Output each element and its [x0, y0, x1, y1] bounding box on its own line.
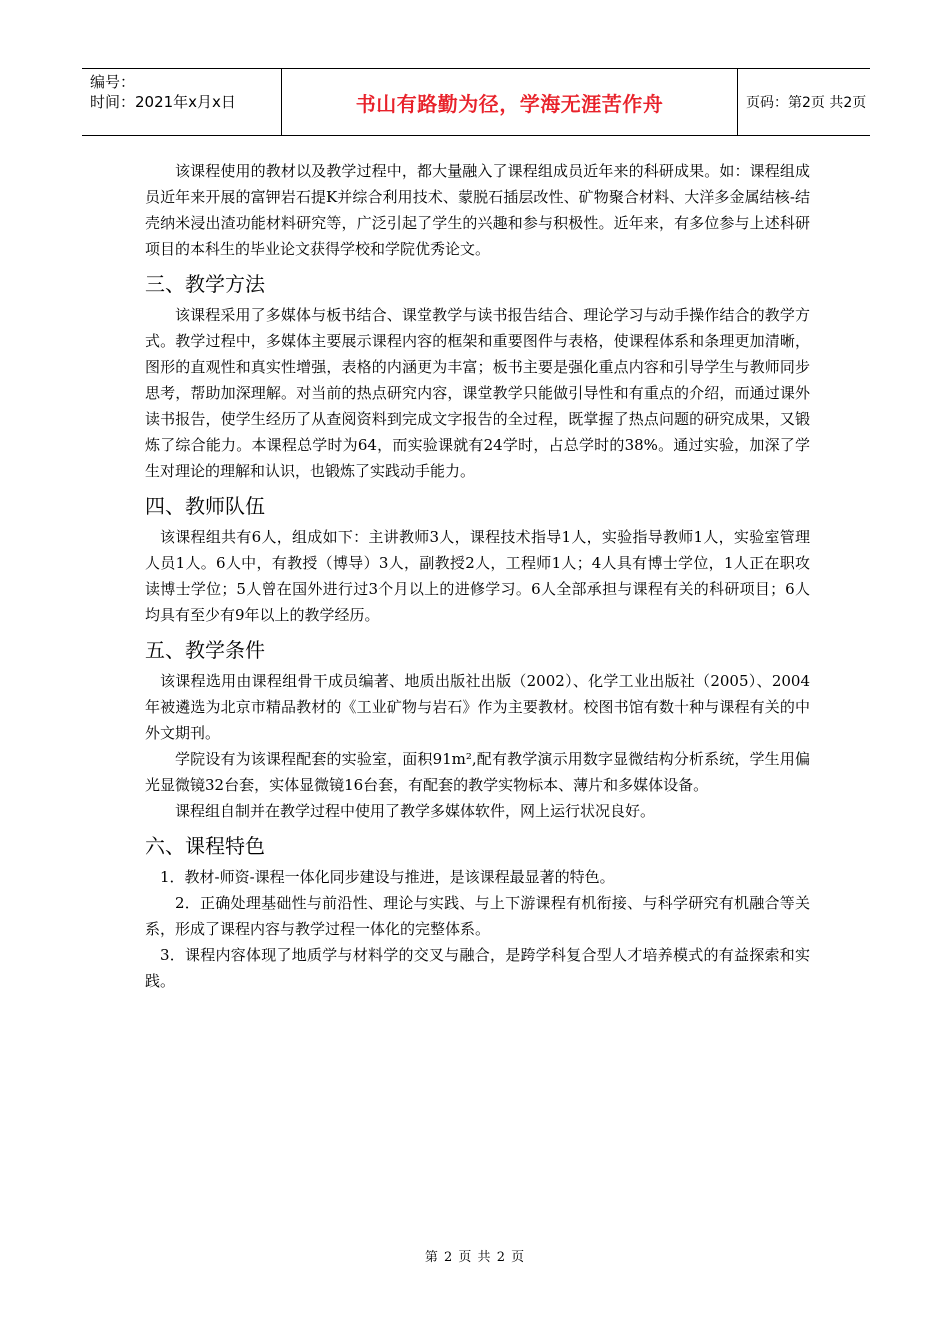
section-title-conditions: 五、教学条件 [145, 638, 265, 662]
team-paragraph: 该课程组共有6人，组成如下：主讲教师3人，课程技术指导1人，实验指导教师1人，实验室管理人员1人。6人中，有教授（博导）3人，副教授2人，工程师1人；4人具有博士学位，1人正在职攻读博士学位；5人曾在国外进行过3个月以上的进修学习。6人全部承担与课程有关的科研项目；6人均具有至少有9年以上的教学经历。 [145, 528, 810, 624]
feature-item-3: 3．课程内容体现了地质学与材料学的交叉与融合，是跨学科复合型人才培养模式的有益探索和实践。 [145, 946, 810, 990]
header-page-label: 页码：第2页 共2页 [746, 95, 867, 111]
conditions-paragraph-1: 该课程选用由课程组骨干成员编著、地质出版社出版（2002）、化学工业出版社（2005）、2004年被遴选为北京市精品教材的《工业矿物与岩石》作为主要教材。校图书馆有数十种与课程有关的中外文期刊。 [145, 672, 810, 742]
time-label: 时间：2021年x月x日 [90, 93, 236, 111]
method-paragraph: 该课程采用了多媒体与板书结合、课堂教学与读书报告结合、理论学习与动手操作结合的教学方式。教学过程中，多媒体主要展示课程内容的框架和重要图件与表格，使课程体系和条理更加清晰，图形的直观性和真实性增强，表格的内涵更为丰富；板书主要是强化重点内容和引导学生与教师同步思考，帮助加深理解。对当前的热点研究内容，课堂教学只能做引导性和有重点的介绍，而通过课外读书报告，使学生经历了从查阅资料到完成文字报告的全过程，既掌握了热点问题的研究成果，又锻炼了综合能力。本课程总学时为64，而实验课就有24学时，占总学时的38%。通过实验，加深了学生对理论的理解和认识，也锻炼了实践动手能力。 [145, 306, 810, 480]
header-motto: 书山有路勤为径，学海无涯苦作舟 [282, 69, 738, 135]
feature-item-2: 2．正确处理基础性与前沿性、理论与实践、与上下游课程有机衔接、与科学研究有机融合等关系，形成了课程内容与教学过程一体化的完整体系。 [145, 894, 810, 938]
header-meta [82, 69, 282, 135]
conditions-paragraph-3: 课程组自制并在教学过程中使用了教学多媒体软件，网上运行状况良好。 [175, 802, 656, 820]
section-title-method: 三、教学方法 [145, 272, 265, 296]
feature-item-1: 1．教材-师资-课程一体化同步建设与推进，是该课程最显著的特色。 [160, 868, 615, 886]
page-footer: 第 2 页 共 2 页 [424, 1250, 526, 1265]
number-label: 编号： [90, 73, 136, 91]
intro-paragraph: 该课程使用的教材以及教学过程中，都大量融入了课程组成员近年来的科研成果。如：课程组成员近年来开展的富钾岩石提K并综合利用技术、蒙脱石插层改性、矿物聚合材料、大洋多金属结核-结壳纳米浸出渣功能材料研究等，广泛引起了学生的兴趣和参与积极性。近年来，有多位参与上述科研项目的本科生的毕业论文获得学校和学院优秀论文。 [145, 162, 810, 258]
section-title-features: 六、课程特色 [145, 834, 265, 858]
document-body [145, 158, 810, 994]
section-title-team: 四、教师队伍 [145, 494, 265, 518]
page-header [82, 68, 870, 136]
conditions-paragraph-2: 学院设有为该课程配套的实验室，面积91m²,配有教学演示用数字显微结构分析系统，学生用偏光显微镜32台套，实体显微镜16台套，有配套的教学实物标本、薄片和多媒体设备。 [145, 750, 810, 794]
